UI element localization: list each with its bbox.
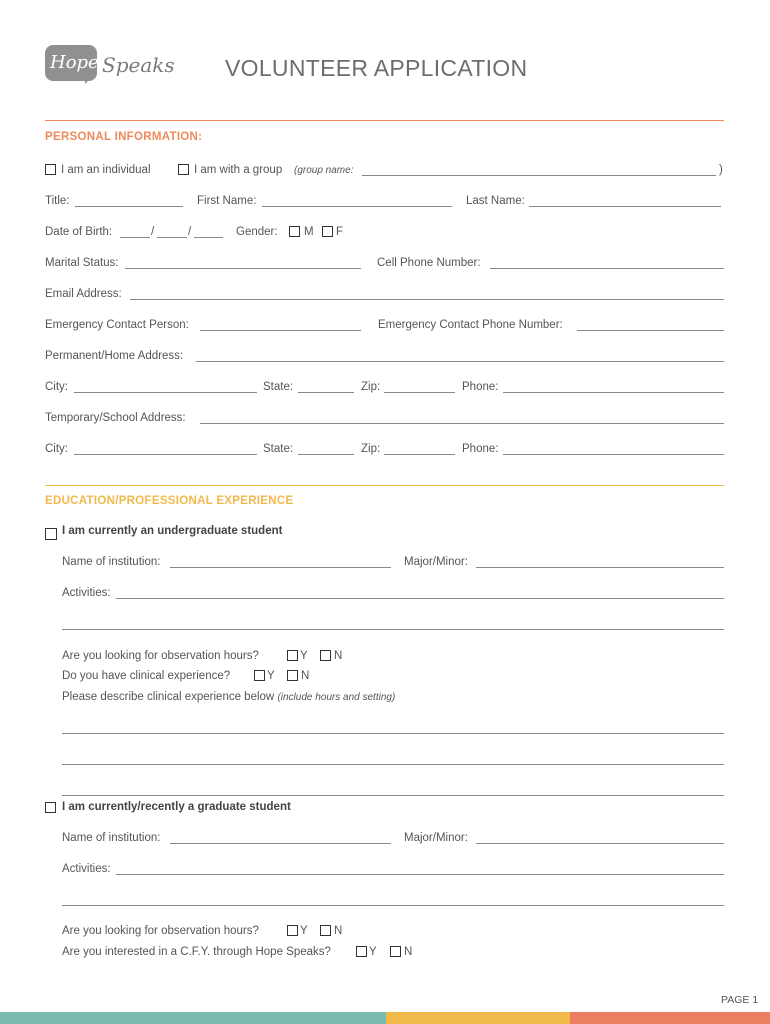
permanent-address-field[interactable] [196, 361, 724, 362]
gender-m-checkbox[interactable] [289, 226, 300, 237]
observation-yes-checkbox[interactable] [287, 925, 298, 936]
cell-phone-label: Cell Phone Number: [377, 257, 481, 269]
title-field[interactable] [75, 206, 183, 207]
observation-yes-label: Y [300, 925, 308, 937]
footer-bar-coral [570, 1012, 770, 1024]
group-label: I am with a group [194, 164, 283, 176]
gender-f-label: F [336, 226, 344, 238]
institution-label: Name of institution: [62, 556, 161, 568]
major-minor-field[interactable] [476, 567, 724, 568]
city-label: City: [45, 443, 68, 455]
group-close-paren: ) [719, 164, 723, 176]
activities-field[interactable] [116, 598, 724, 599]
last-name-field[interactable] [529, 206, 721, 207]
describe-clinical-text: Please describe clinical experience below [62, 691, 275, 703]
phone-field[interactable] [503, 392, 724, 393]
permanent-address-label: Permanent/Home Address: [45, 350, 184, 362]
page-title: VOLUNTEER APPLICATION [225, 55, 528, 81]
observation-no-checkbox[interactable] [320, 925, 331, 936]
clinical-yes-checkbox[interactable] [254, 670, 265, 681]
section-heading-personal: PERSONAL INFORMATION: [45, 131, 203, 143]
major-minor-label: Major/Minor: [404, 556, 468, 568]
title-label: Title: [45, 195, 70, 207]
clinical-experience-label: Do you have clinical experience? [62, 670, 231, 682]
clinical-description-line[interactable] [62, 764, 724, 765]
gender-f-checkbox[interactable] [322, 226, 333, 237]
dob-separator: / [188, 226, 192, 238]
clinical-no-label: N [301, 670, 310, 682]
group-checkbox[interactable] [178, 164, 189, 175]
zip-label: Zip: [361, 381, 381, 393]
describe-clinical-note: (include hours and setting) [277, 692, 396, 703]
temporary-address-label: Temporary/School Address: [45, 412, 186, 424]
footer-bar-gold [386, 1012, 570, 1024]
gender-label: Gender: [236, 226, 278, 238]
city-field[interactable] [74, 454, 257, 455]
gender-m-label: M [304, 226, 314, 238]
zip-field[interactable] [384, 392, 455, 393]
activities-field-continued[interactable] [62, 905, 724, 906]
logo-speaks-text: Speaks [102, 53, 175, 77]
emergency-phone-field[interactable] [577, 330, 724, 331]
major-minor-label: Major/Minor: [404, 832, 468, 844]
state-field[interactable] [298, 454, 354, 455]
observation-hours-label: Are you looking for observation hours? [62, 650, 259, 662]
activities-field[interactable] [116, 874, 724, 875]
undergrad-checkbox[interactable] [45, 528, 57, 540]
dob-label: Date of Birth: [45, 226, 113, 238]
individual-checkbox[interactable] [45, 164, 56, 175]
temporary-address-field[interactable] [200, 423, 724, 424]
last-name-label: Last Name: [466, 195, 525, 207]
section-heading-education: EDUCATION/PROFESSIONAL EXPERIENCE [45, 495, 294, 507]
dob-separator: / [151, 226, 155, 238]
emergency-contact-label: Emergency Contact Person: [45, 319, 189, 331]
cfy-yes-label: Y [369, 946, 377, 958]
dob-day-field[interactable] [157, 237, 187, 238]
major-minor-field[interactable] [476, 843, 724, 844]
section-rule-education [45, 485, 724, 486]
first-name-field[interactable] [262, 206, 452, 207]
cfy-no-checkbox[interactable] [390, 946, 401, 957]
state-label: State: [263, 443, 294, 455]
observation-yes-label: Y [300, 650, 308, 662]
observation-no-label: N [334, 650, 343, 662]
phone-field[interactable] [503, 454, 724, 455]
footer-bar-teal [0, 1012, 386, 1024]
observation-hours-label: Are you looking for observation hours? [62, 925, 259, 937]
cfy-interest-label: Are you interested in a C.F.Y. through Hope Speaks? [62, 946, 331, 958]
observation-yes-checkbox[interactable] [287, 650, 298, 661]
clinical-yes-label: Y [267, 670, 275, 682]
activities-field-continued[interactable] [62, 629, 724, 630]
logo-bubble-tail [85, 75, 94, 84]
institution-field[interactable] [170, 843, 391, 844]
cfy-no-label: N [404, 946, 413, 958]
undergrad-label: I am currently an undergraduate student [62, 525, 283, 537]
zip-field[interactable] [384, 454, 455, 455]
state-field[interactable] [298, 392, 354, 393]
graduate-checkbox[interactable] [45, 802, 56, 813]
dob-year-field[interactable] [194, 237, 223, 238]
dob-month-field[interactable] [120, 237, 150, 238]
marital-status-field[interactable] [125, 268, 361, 269]
activities-label: Activities: [62, 587, 111, 599]
graduate-label: I am currently/recently a graduate student [62, 801, 291, 813]
observation-no-checkbox[interactable] [320, 650, 331, 661]
institution-field[interactable] [170, 567, 391, 568]
institution-label: Name of institution: [62, 832, 161, 844]
first-name-label: First Name: [197, 195, 257, 207]
clinical-no-checkbox[interactable] [287, 670, 298, 681]
emergency-contact-field[interactable] [200, 330, 361, 331]
cell-phone-field[interactable] [490, 268, 724, 269]
individual-label: I am an individual [61, 164, 151, 176]
section-rule-personal [45, 120, 724, 121]
group-name-field[interactable] [362, 175, 716, 176]
describe-clinical-label [62, 691, 395, 703]
zip-label: Zip: [361, 443, 381, 455]
page-number: PAGE 1 [721, 994, 759, 1006]
group-name-label: (group name: [294, 165, 354, 176]
observation-no-label: N [334, 925, 343, 937]
city-label: City: [45, 381, 68, 393]
phone-label: Phone: [462, 381, 499, 393]
cfy-yes-checkbox[interactable] [356, 946, 367, 957]
city-field[interactable] [74, 392, 257, 393]
logo [45, 45, 175, 103]
clinical-description-line[interactable] [62, 795, 724, 796]
logo-hope-text: Hope [50, 52, 99, 73]
emergency-phone-label: Emergency Contact Phone Number: [378, 319, 563, 331]
phone-label: Phone: [462, 443, 499, 455]
activities-label: Activities: [62, 863, 111, 875]
clinical-description-line[interactable] [62, 733, 724, 734]
state-label: State: [263, 381, 294, 393]
email-label: Email Address: [45, 288, 122, 300]
marital-status-label: Marital Status: [45, 257, 119, 269]
email-field[interactable] [130, 299, 724, 300]
